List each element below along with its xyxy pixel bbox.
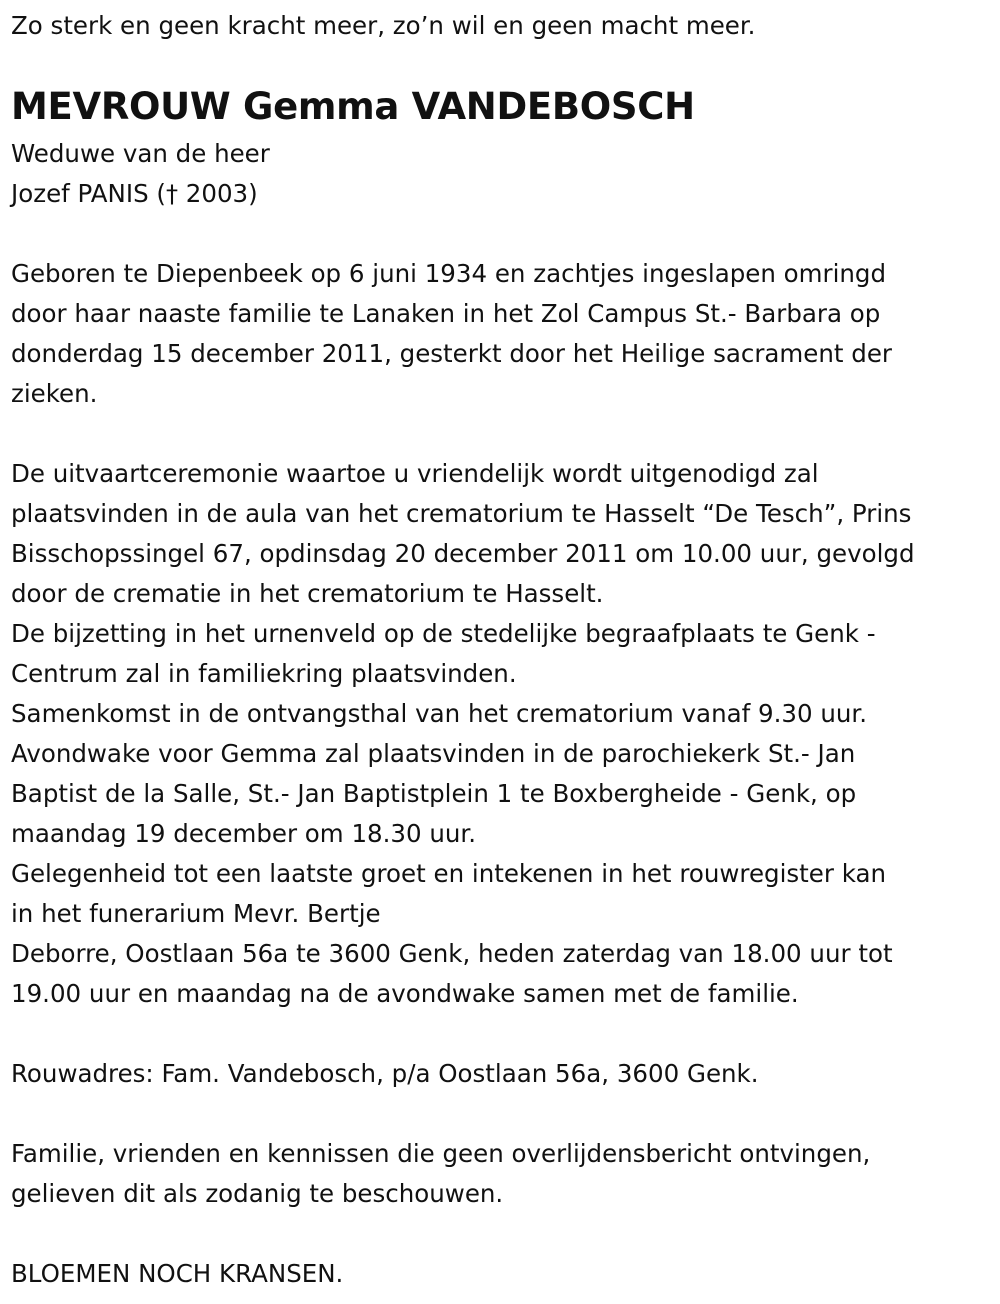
widow-block [11,134,270,214]
paragraph-line: door de crematie in het crematorium te Hasselt. [11,579,604,608]
widow-line: Weduwe van de heer [11,139,270,168]
paragraph-line: Centrum zal in familiekring plaatsvinden. [11,659,517,688]
paragraph-line: gelieven dit als zodanig te beschouwen. [11,1179,504,1208]
paragraph-line: 19.00 uur en maandag na de avondwake samen met de familie. [11,979,799,1008]
paragraph-line: Geboren te Diepenbeek op 6 juni 1934 en zachtjes ingeslapen omringd [11,259,887,288]
paragraph-line: De uitvaartceremonie waartoe u vriendelijk wordt uitgenodigd zal [11,459,819,488]
paragraph-line: Gelegenheid tot een laatste groet en intekenen in het rouwregister kan [11,859,886,888]
spouse-name: Jozef PANIS ( [11,179,166,208]
paragraph-line: zieken. [11,379,98,408]
cross-icon: † [165,180,178,208]
paragraph-line: plaatsvinden in de aula van het crematorium te Hasselt “De Tesch”, Prins [11,499,912,528]
paragraph-line: Samenkomst in de ontvangsthal van het crematorium vanaf 9.30 uur. [11,699,868,728]
birth-paragraph [11,254,892,414]
notice-paragraph [11,1134,870,1214]
paragraph-line: donderdag 15 december 2011, gesterkt door het Heilige sacrament der [11,339,892,368]
deceased-name: MEVROUW Gemma VANDEBOSCH [11,85,695,128]
paragraph-line: in het funerarium Mevr. Bertje [11,899,381,928]
paragraph-line: maandag 19 december om 18.30 uur. [11,819,477,848]
paragraph-line: door haar naaste familie te Lanaken in het Zol Campus St.- Barbara op [11,299,881,328]
spouse-line [11,174,270,214]
paragraph-line: Avondwake voor Gemma zal plaatsvinden in de parochiekerk St.- Jan [11,739,856,768]
paragraph-line: De bijzetting in het urnenveld op de stedelijke begraafplaats te Genk - [11,619,876,648]
address-paragraph [11,1054,759,1094]
flowers-paragraph [11,1254,343,1294]
no-flowers-notice: BLOEMEN NOCH KRANSEN. [11,1259,344,1288]
paragraph-line: Deborre, Oostlaan 56a te 3600 Genk, heden zaterdag van 18.00 uur tot [11,939,893,968]
paragraph-line: Bisschopssingel 67, opdinsdag 20 december 2011 om 10.00 uur, gevolgd [11,539,915,568]
motto: Zo sterk en geen kracht meer, zo’n wil en geen macht meer. [11,11,756,40]
paragraph-line: Familie, vrienden en kennissen die geen overlijdensbericht ontvingen, [11,1139,871,1168]
spouse-death-year: 2003) [177,179,258,208]
paragraph-line: Baptist de la Salle, St.- Jan Baptistplein 1 te Boxbergheide - Genk, op [11,779,857,808]
mourning-address: Rouwadres: Fam. Vandebosch, p/a Oostlaan 56a, 3600 Genk. [11,1059,759,1088]
ceremony-paragraph [11,454,915,1014]
